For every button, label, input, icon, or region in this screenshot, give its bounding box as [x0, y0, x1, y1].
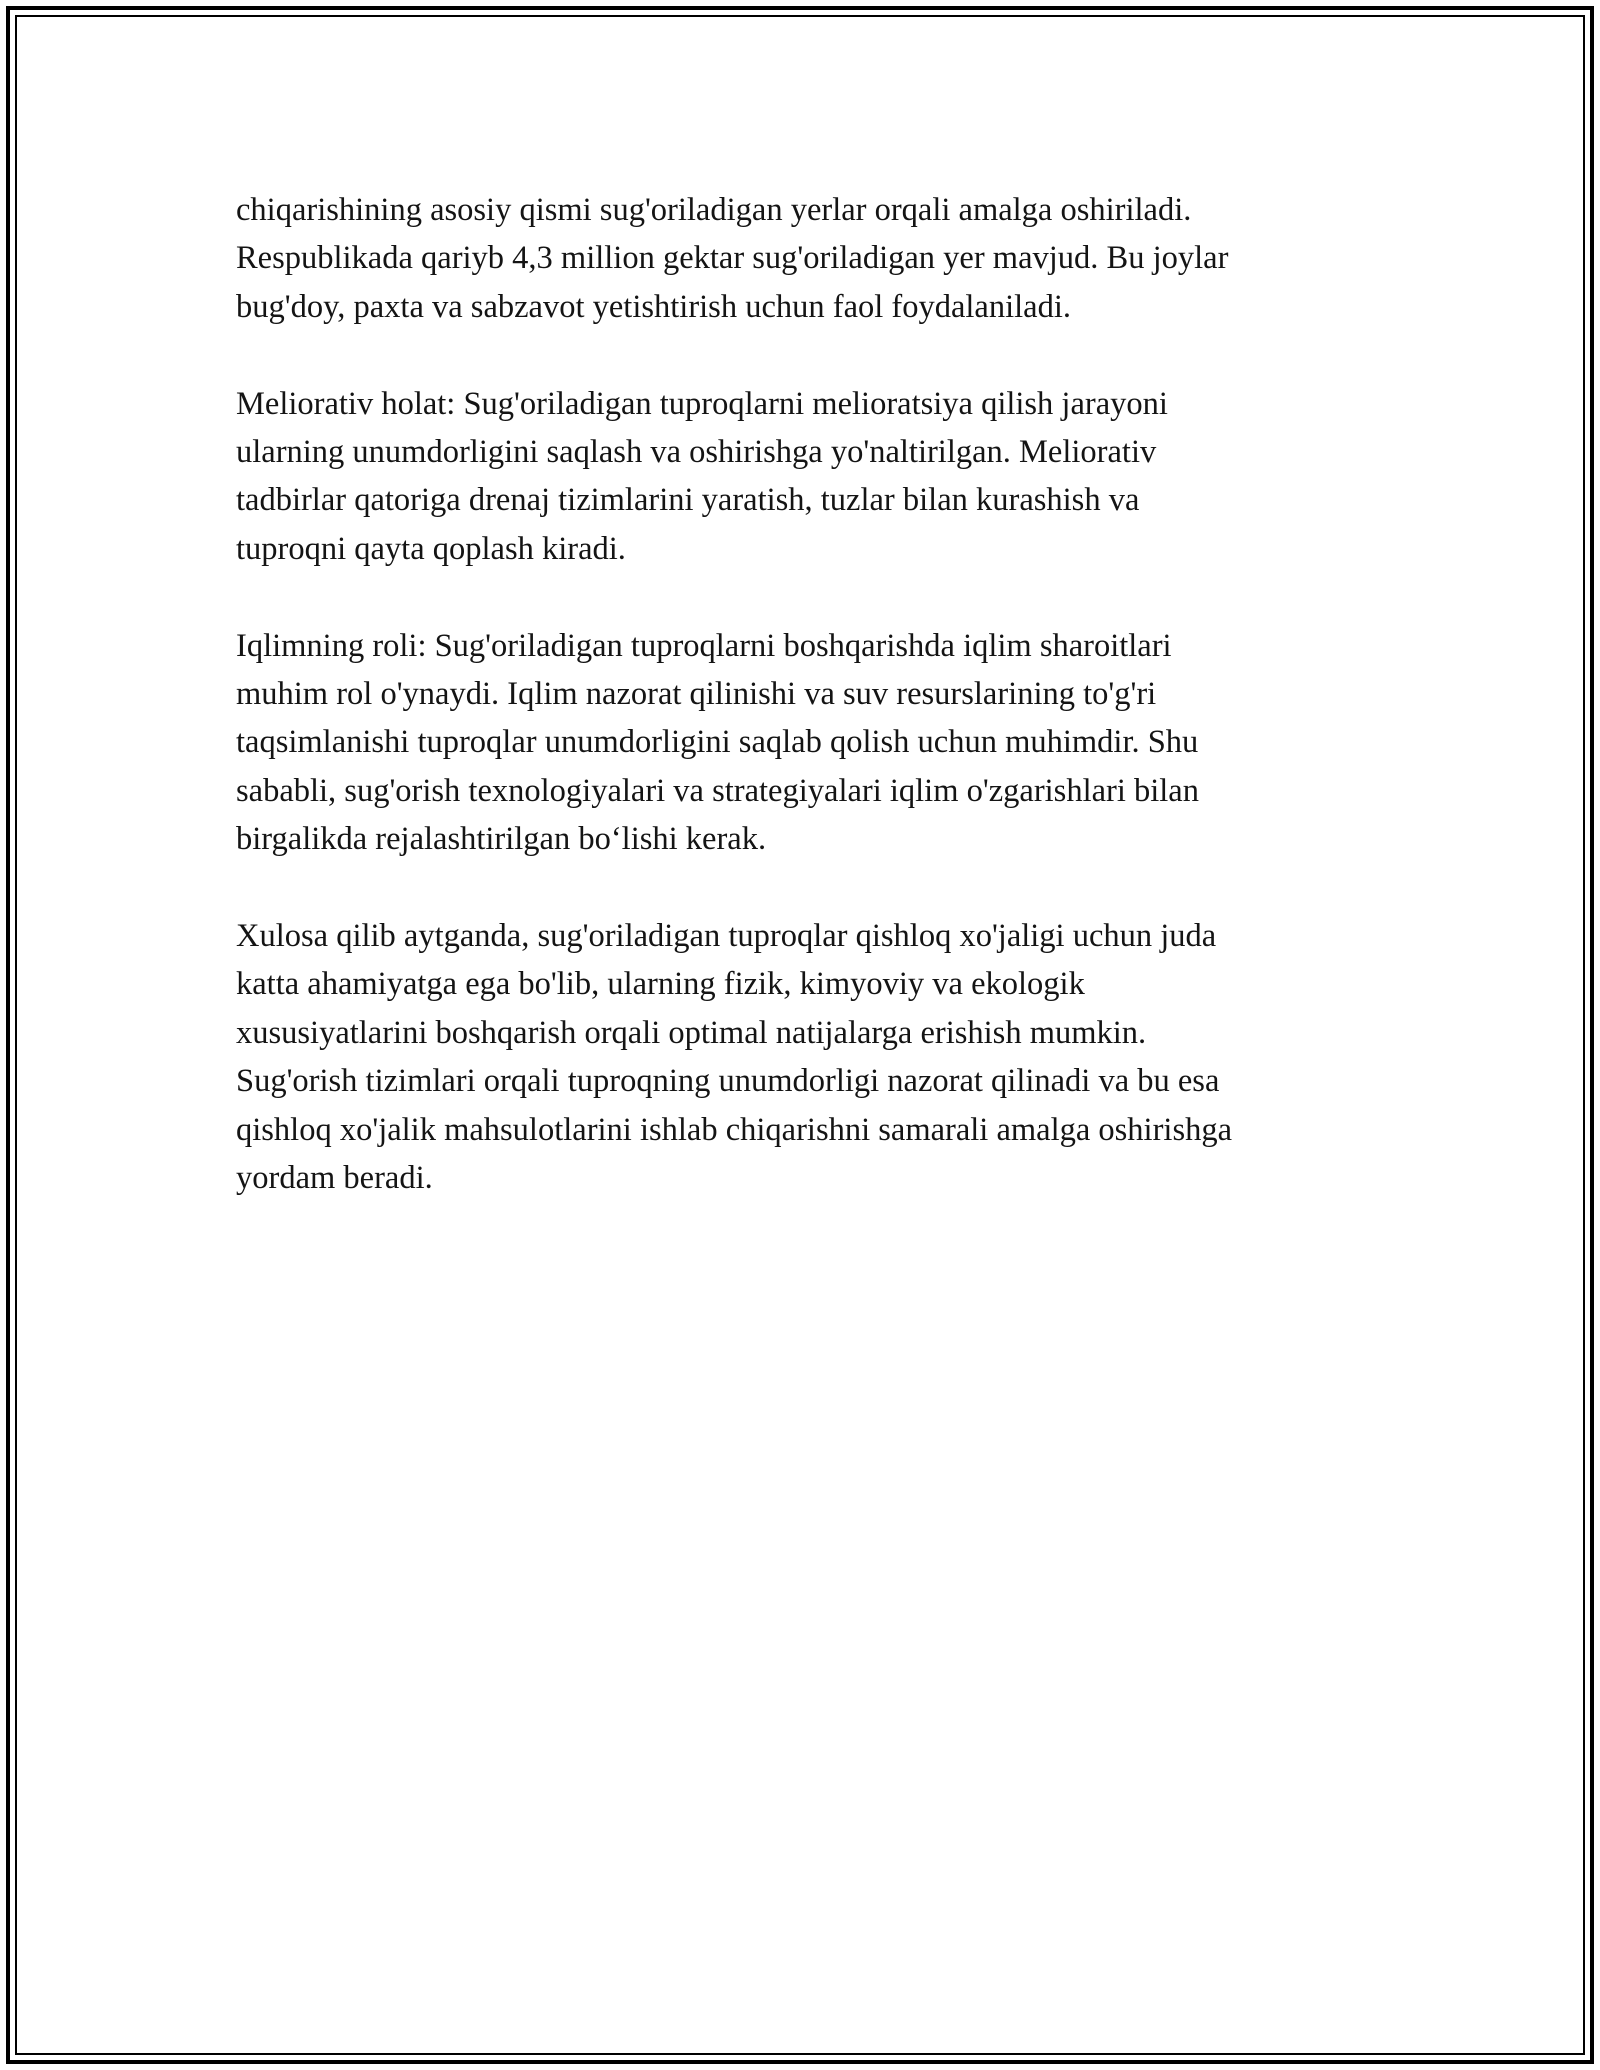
text-line: Respublikada qariyb 4,3 million gektar sug'oriladigan yer mavjud. Bu joylar: [236, 240, 1229, 277]
text-line: Iqlimning roli: Sug'oriladigan tuproqlarni boshqarishda iqlim sharoitlari: [236, 627, 1172, 664]
document-body: [236, 186, 1376, 1251]
text-line: muhim rol o'ynaydi. Iqlim nazorat qilinishi va suv resurslarining to'g'ri: [236, 676, 1157, 713]
text-line: taqsimlanishi tuproqlar unumdorligini saqlab qolish uchun muhimdir. Shu: [236, 724, 1199, 761]
text-line: sababli, sug'orish texnologiyalari va strategiyalari iqlim o'zgarishlari bilan: [236, 772, 1199, 809]
text-line: chiqarishining asosiy qismi sug'oriladigan yerlar orqali amalga oshiriladi.: [236, 192, 1192, 228]
paragraph-production: [236, 186, 1376, 331]
paragraph-meliorative-state: [236, 380, 1376, 574]
text-line: tuproqni qayta qoplash kiradi.: [236, 530, 626, 567]
text-line: Xulosa qilib aytganda, sug'oriladigan tuproqlar qishloq xo'jaligi uchun juda: [236, 918, 1217, 955]
text-line: ularning unumdorligini saqlash va oshirishga yo'naltirilgan. Meliorativ: [236, 434, 1157, 471]
paragraph-climate-role: [236, 622, 1376, 864]
paragraph-conclusion: [236, 912, 1376, 1202]
text-line: qishloq xo'jalik mahsulotlarini ishlab chiqarishni samarali amalga oshirishga: [236, 1111, 1233, 1148]
text-line: bug'doy, paxta va sabzavot yetishtirish uchun faol foydalaniladi.: [236, 288, 1071, 325]
text-line: Sug'orish tizimlari orqali tuproqning unumdorligi nazorat qilinadi va bu esa: [236, 1063, 1220, 1100]
text-line: tadbirlar qatoriga drenaj tizimlarini yaratish, tuzlar bilan kurashish va: [236, 482, 1140, 519]
text-line: birgalikda rejalashtirilgan bo‘lishi kerak.: [236, 821, 767, 858]
text-line: xususiyatlarini boshqarish orqali optimal natijalarga erishish mumkin.: [236, 1014, 1147, 1051]
text-line: Meliorativ holat: Sug'oriladigan tuproqlarni melioratsiya qilish jarayoni: [236, 385, 1168, 422]
text-line: yordam beradi.: [236, 1160, 433, 1197]
text-line: katta ahamiyatga ega bo'lib, ularning fizik, kimyoviy va ekologik: [236, 966, 1085, 1003]
